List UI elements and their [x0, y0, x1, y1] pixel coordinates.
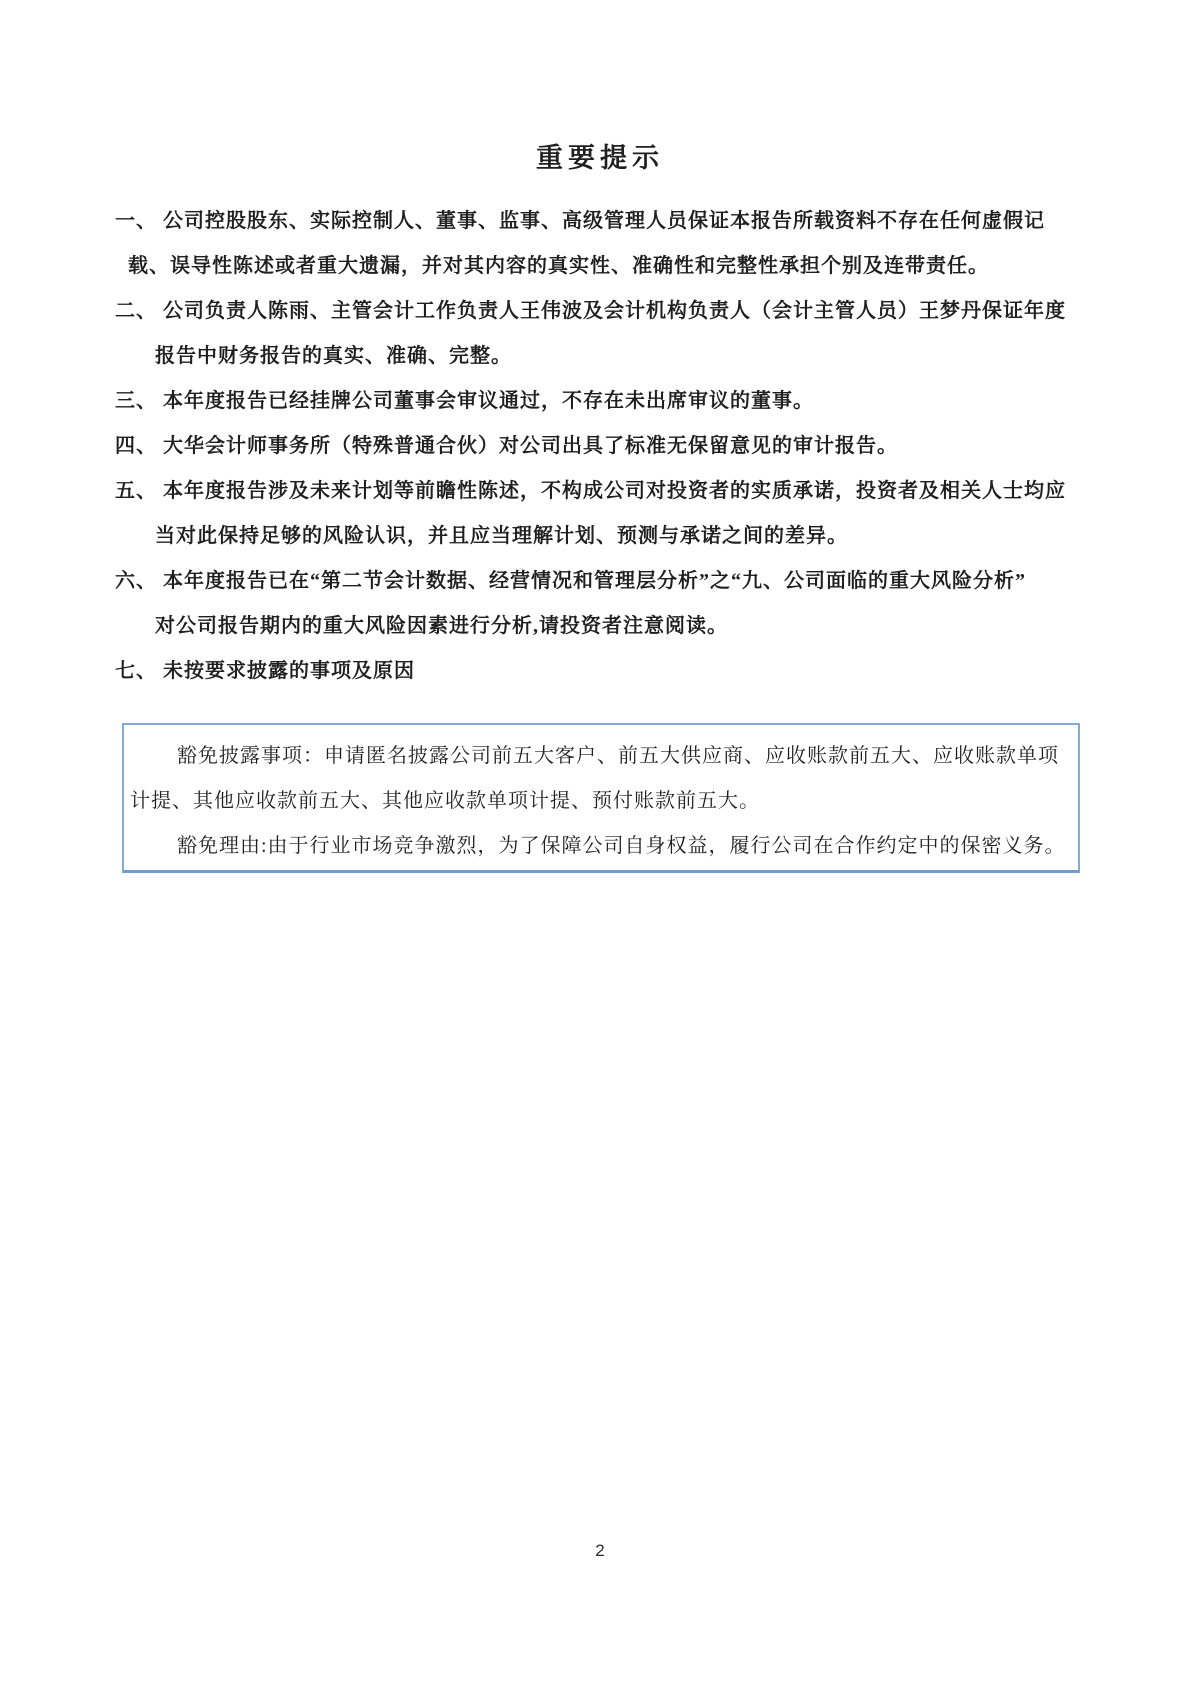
notice-item-4-line-1 — [115, 424, 1085, 469]
item-5-text: 本年度报告涉及未来计划等前瞻性陈述，不构成公司对投资者的实质承诺，投资者及相关人士均应 — [163, 480, 1066, 502]
page-number: 2 — [595, 1541, 605, 1560]
item-5-number: 五、 — [115, 480, 157, 502]
item-2-text: 公司负责人陈雨、主管会计工作负责人王伟波及会计机构负责人（会计主管人员）王梦丹保证年度 — [163, 300, 1066, 322]
item-1-number: 一、 — [115, 210, 157, 232]
item-3-text: 本年度报告已经挂牌公司董事会审议通过，不存在未出席审议的董事。 — [163, 390, 814, 412]
exemption-items-line-2: 计提、其他应收款前五大、其他应收款单项计提、预付账款前五大。 — [130, 790, 760, 812]
notice-item-5-line-2: 当对此保持足够的风险认识，并且应当理解计划、预测与承诺之间的差异。 — [155, 525, 848, 547]
notice-item-2-line-2: 报告中财务报告的真实、准确、完整。 — [155, 345, 512, 367]
item-4-text: 大华会计师事务所（特殊普通合伙）对公司出具了标准无保留意见的审计报告。 — [163, 435, 898, 457]
notice-item-3-line-1 — [115, 379, 1085, 424]
notice-item-6-line-2: 对公司报告期内的重大风险因素进行分析,请投资者注意阅读。 — [155, 615, 728, 637]
exemption-items-line-1: 豁免披露事项：申请匿名披露公司前五大客户、前五大供应商、应收账款前五大、应收账款单项 — [177, 745, 1059, 767]
notice-item-1-line-1 — [115, 199, 1085, 244]
item-3-number: 三、 — [115, 390, 157, 412]
notice-item-6-line-1 — [115, 559, 1085, 604]
exemption-reason-line: 豁免理由:由于行业市场竞争激烈，为了保障公司自身权益，履行公司在合作约定中的保密义务。 — [177, 835, 1066, 857]
notice-body — [115, 199, 1085, 694]
page-title: 重要提示 — [536, 143, 664, 173]
item-1-text: 公司控股股东、实际控制人、董事、监事、高级管理人员保证本报告所载资料不存在任何虚假记 — [163, 210, 1045, 232]
item-6-number: 六、 — [115, 570, 157, 592]
item-6-text: 本年度报告已在“第二节会计数据、经营情况和管理层分析”之“九、公司面临的重大风险分析” — [163, 570, 1026, 592]
item-7-text: 未按要求披露的事项及原因 — [163, 660, 415, 682]
notice-item-2-line-1 — [115, 289, 1085, 334]
item-7-number: 七、 — [115, 660, 157, 682]
item-2-number: 二、 — [115, 300, 157, 322]
notice-item-1-line-2: 载、误导性陈述或者重大遗漏，并对其内容的真实性、准确性和完整性承担个别及连带责任。 — [128, 255, 989, 277]
item-4-number: 四、 — [115, 435, 157, 457]
exemption-disclosure-box — [122, 723, 1080, 873]
notice-item-5-line-1 — [115, 469, 1085, 514]
notice-item-7-line-1 — [115, 649, 1085, 694]
